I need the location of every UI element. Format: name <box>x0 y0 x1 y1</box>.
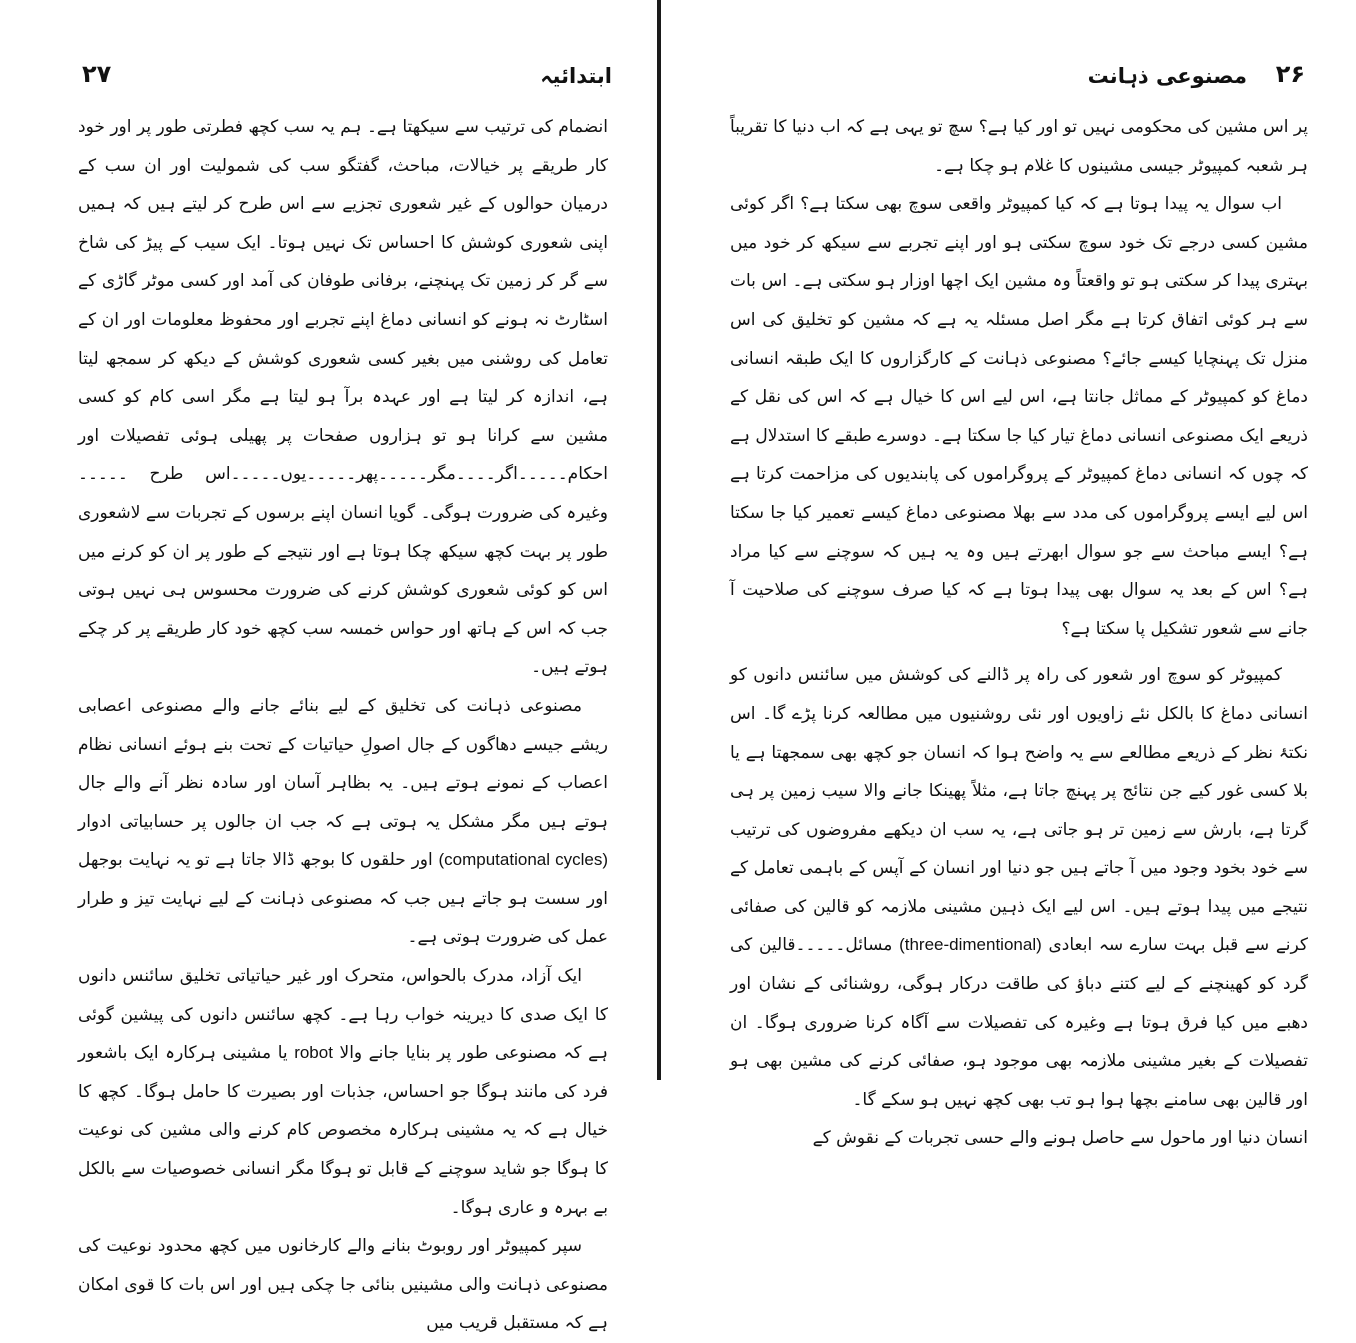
english-term: (computational cycles) <box>438 850 608 870</box>
left-header-title: ابتدائیہ <box>540 64 612 88</box>
english-term: (three-dimentional) <box>899 935 1042 955</box>
paragraph <box>78 108 608 687</box>
english-term: robot <box>294 1043 333 1063</box>
paragraph <box>78 957 608 1227</box>
left-page-body <box>78 108 608 1343</box>
right-page <box>662 0 1356 1149</box>
right-page-body <box>730 108 1308 1158</box>
paragraph <box>78 687 608 957</box>
book-gutter <box>657 0 661 1080</box>
paragraph-text: انضمام کی ترتیب سے سیکھتا ہے۔ ہم یہ سب کچھ فطرتی طور پر اور خود کار طریقے پر خیالات، مباحث، گفتگو سب کی شمولیت اور ان سب کے درمیان حوالوں کے غیر شعوری تجزیے سے اس طرح کر لیتے ہیں کہ ہمیں اپنی شعوری کوشش کا احساس تک نہیں ہوتا۔ ایک سیب کے پیڑ کی شاخ سے گر کر زمین تک پہنچنے، برفانی طوفان کی آمد اور کسی موٹر گاڑی کے اسٹارٹ نہ ہونے کو انسانی دماغ اپنے تجربے اور محفوظ معلومات اور ان کے تعامل کی روشنی میں بغیر کسی شعوری کوشش کے دیکھ کر سمجھ لیتا ہے، اندازہ کر لیتا ہے اور عہدہ برآ ہو لیتا ہے مگر اسی کام کو کسی مشین سے کرانا ہو تو ہزاروں صفحات پر پھیلی ہوئی تفصیلات اور احکام۔۔۔۔۔اگر۔۔۔۔مگر۔۔۔۔۔پھر۔۔۔۔۔یوں۔۔۔۔۔اس طرح ۔۔۔۔۔وغیرہ کی ضرورت ہوگی۔ گویا انسان اپنے برسوں کے تجربات سے لاشعوری طور پر بہت کچھ سیکھ چکا ہوتا ہے اور نتیجے کے طور پر ان کو کرنے میں اس کو کوئی شعوری کوشش کرنے کی ضرورت محسوس ہی نہیں ہوتی جب کہ اس کے ہاتھ اور حواس خمسہ سب کچھ خود کار طریقے پر کر چکے ہوتے ہیں۔ <box>78 117 608 678</box>
left-page-header <box>82 58 612 98</box>
paragraph <box>730 1119 1308 1158</box>
paragraph <box>730 108 1308 185</box>
left-page <box>0 0 660 1334</box>
paragraph-text: کمپیوٹر کو سوچ اور شعور کی راہ پر ڈالنے کی کوشش میں سائنس دانوں کو انسانی دماغ کا بالکل نئے زاویوں اور نئی روشنیوں میں مطالعہ کرنا پڑے گا۔ اس نکتۂ نظر کے ذریعے مطالعے سے یہ واضح ہوا کہ انسان جو کچھ بھی سمجھتا ہے یا بلا کسی غور کیے جن نتائج پر پہنچ جاتا ہے، مثلاً پھینکا جانے والا سیب زمین پر ہی گرتا ہے، بارش سے زمین تر ہو جاتی ہے، یہ سب ان دیکھے مفروضوں کی ترتیب سے خود بخود وجود میں آ جاتے ہیں جو دنیا اور انسان کے آپس کے باہمی تعامل کے نتیجے میں پیدا ہوتے ہیں۔ اس لیے ایک ذہین مشینی ملازمہ کو قالین کی صفائی کرنے سے قبل بہت سارے سہ ابعادی <box>730 665 1309 956</box>
right-header-title: مصنوعی ذہانت <box>1087 64 1247 88</box>
paragraph-text: مصنوعی ذہانت کی تخلیق کے لیے بنائے جانے والے مصنوعی اعصابی ریشے جیسے دھاگوں کے جال اصولِ حیاتیات کے تحت بنے ہوئے انسانی نظام اعصاب کے نمونے ہوتے ہیں۔ یہ بظاہر آسان اور سادہ نظر آنے والے جال ہوتے ہیں مگر مشکل یہ ہوتی ہے کہ جب ان جالوں پر حسابیاتی ادوار <box>78 695 608 832</box>
right-page-header <box>730 58 1305 98</box>
paragraph-text: مسائل۔۔۔۔۔قالین کی گرد کو کھینچنے کے لیے کتنے دباؤ کی طاقت درکار ہوگی، روشنائی کے نشان اور دھبے میں کیا فرق ہوتا ہے وغیرہ کی تفصیلات سے آگاہ کرنا ضروری ہوگا۔ ان تفصیلات کے بغیر مشینی ملازمہ بھی موجود ہو، صفائی کرنے کی مشین بھی ہو اور قالین بھی سامنے بچھا ہوا ہو تب بھی کچھ نہیں ہو سکے گا۔ <box>730 935 1308 1110</box>
right-page-number: ۲۶ <box>1275 60 1305 88</box>
paragraph <box>730 185 1308 648</box>
paragraph-text: ایک آزاد، مدرک بالحواس، متحرک اور غیر حیاتیاتی تخلیق سائنس دانوں کا ایک صدی کا دیرینہ خواب رہا ہے۔ کچھ سائنس دانوں کی پیشین گوئی ہے کہ مصنوعی طور پر بنایا جانے والا <box>78 966 609 1064</box>
paragraph <box>78 1227 608 1343</box>
paragraph-text: پر اس مشین کی محکومی نہیں تو اور کیا ہے؟ سچ تو یہی ہے کہ اب دنیا کا تقریباً ہر شعبہ کمپیوٹر جیسی مشینوں کا غلام ہو چکا ہے۔ <box>730 117 1308 176</box>
paragraph-text: اور حلقوں کا بوجھ ڈالا جاتا ہے تو یہ نہایت بوجھل اور سست ہو جاتے ہیں جب کہ مصنوعی ذہانت کے لیے نہایت تیز و طرار عمل کی ضرورت ہوتی ہے۔ <box>78 850 608 948</box>
paragraph-text: سپر کمپیوٹر اور روبوٹ بنانے والے کارخانوں میں کچھ محدود نوعیت کی مصنوعی ذہانت والی مشینیں بنائی جا چکی ہیں اور اس بات کا قوی امکان ہے کہ مستقبل قریب میں <box>78 1236 608 1334</box>
paragraph-text: انسان دنیا اور ماحول سے حاصل ہونے والے حسی تجربات کے نقوش کے <box>812 1128 1308 1149</box>
paragraph-text: اب سوال یہ پیدا ہوتا ہے کہ کیا کمپیوٹر واقعی سوچ بھی سکتا ہے؟ اگر کوئی مشین کسی درجے تک خود سوچ سکتی ہو اور اپنے تجربے سے سیکھ کر خود میں بہتری پیدا کر سکتی ہو تو واقعتاً وہ مشین ایک اچھا اوزار ہو سکتی ہے۔ اس بات سے ہر کوئی اتفاق کرتا ہے مگر اصل مسئلہ یہ ہے کہ مشین کو تخلیق کی اس منزل تک پہنچایا کیسے جائے؟ مصنوعی ذہانت کے کارگزاروں کا ایک طبقہ انسانی دماغ کو کمپیوٹر کے مماثل جانتا ہے، اس لیے اس کا خیال ہے کہ اس کی نقل کے ذریعے ایک مصنوعی انسانی دماغ تیار کیا جا سکتا ہے۔ دوسرے طبقے کا استدلال ہے کہ چوں کہ انسانی دماغ کمپیوٹر کے پروگراموں کی پابندیوں کی مزاحمت کرتا ہے اس لیے ایسے پروگراموں کی مدد سے بھلا مصنوعی دماغ کیسے تعمیر کیا جا سکتا ہے؟ ایسے مباحث سے جو سوال ابھرتے ہیں وہ یہ ہیں کہ سوچنے سے کیا مراد ہے؟ اس کے بعد یہ سوال بھی پیدا ہوتا ہے کہ کیا صرف سوچنے کی صلاحیت آ جانے سے شعور تشکیل پا سکتا ہے؟ <box>730 194 1308 639</box>
left-page-number: ۲۷ <box>82 60 112 88</box>
paragraph-text: یا مشینی ہرکارہ ایک باشعور فرد کی مانند ہوگا جو احساس، جذبات اور بصیرت کا حامل ہوگا۔ کچھ کا خیال ہے کہ یہ مشینی ہرکارہ مخصوص کام کرنے والی مشین کی نوعیت کا ہوگا جو شاید سوچنے کے قابل تو ہوگا مگر انسانی خصوصیات سے بالکل بے بہرہ و عاری ہوگا۔ <box>78 1043 608 1218</box>
paragraph <box>730 656 1308 1119</box>
